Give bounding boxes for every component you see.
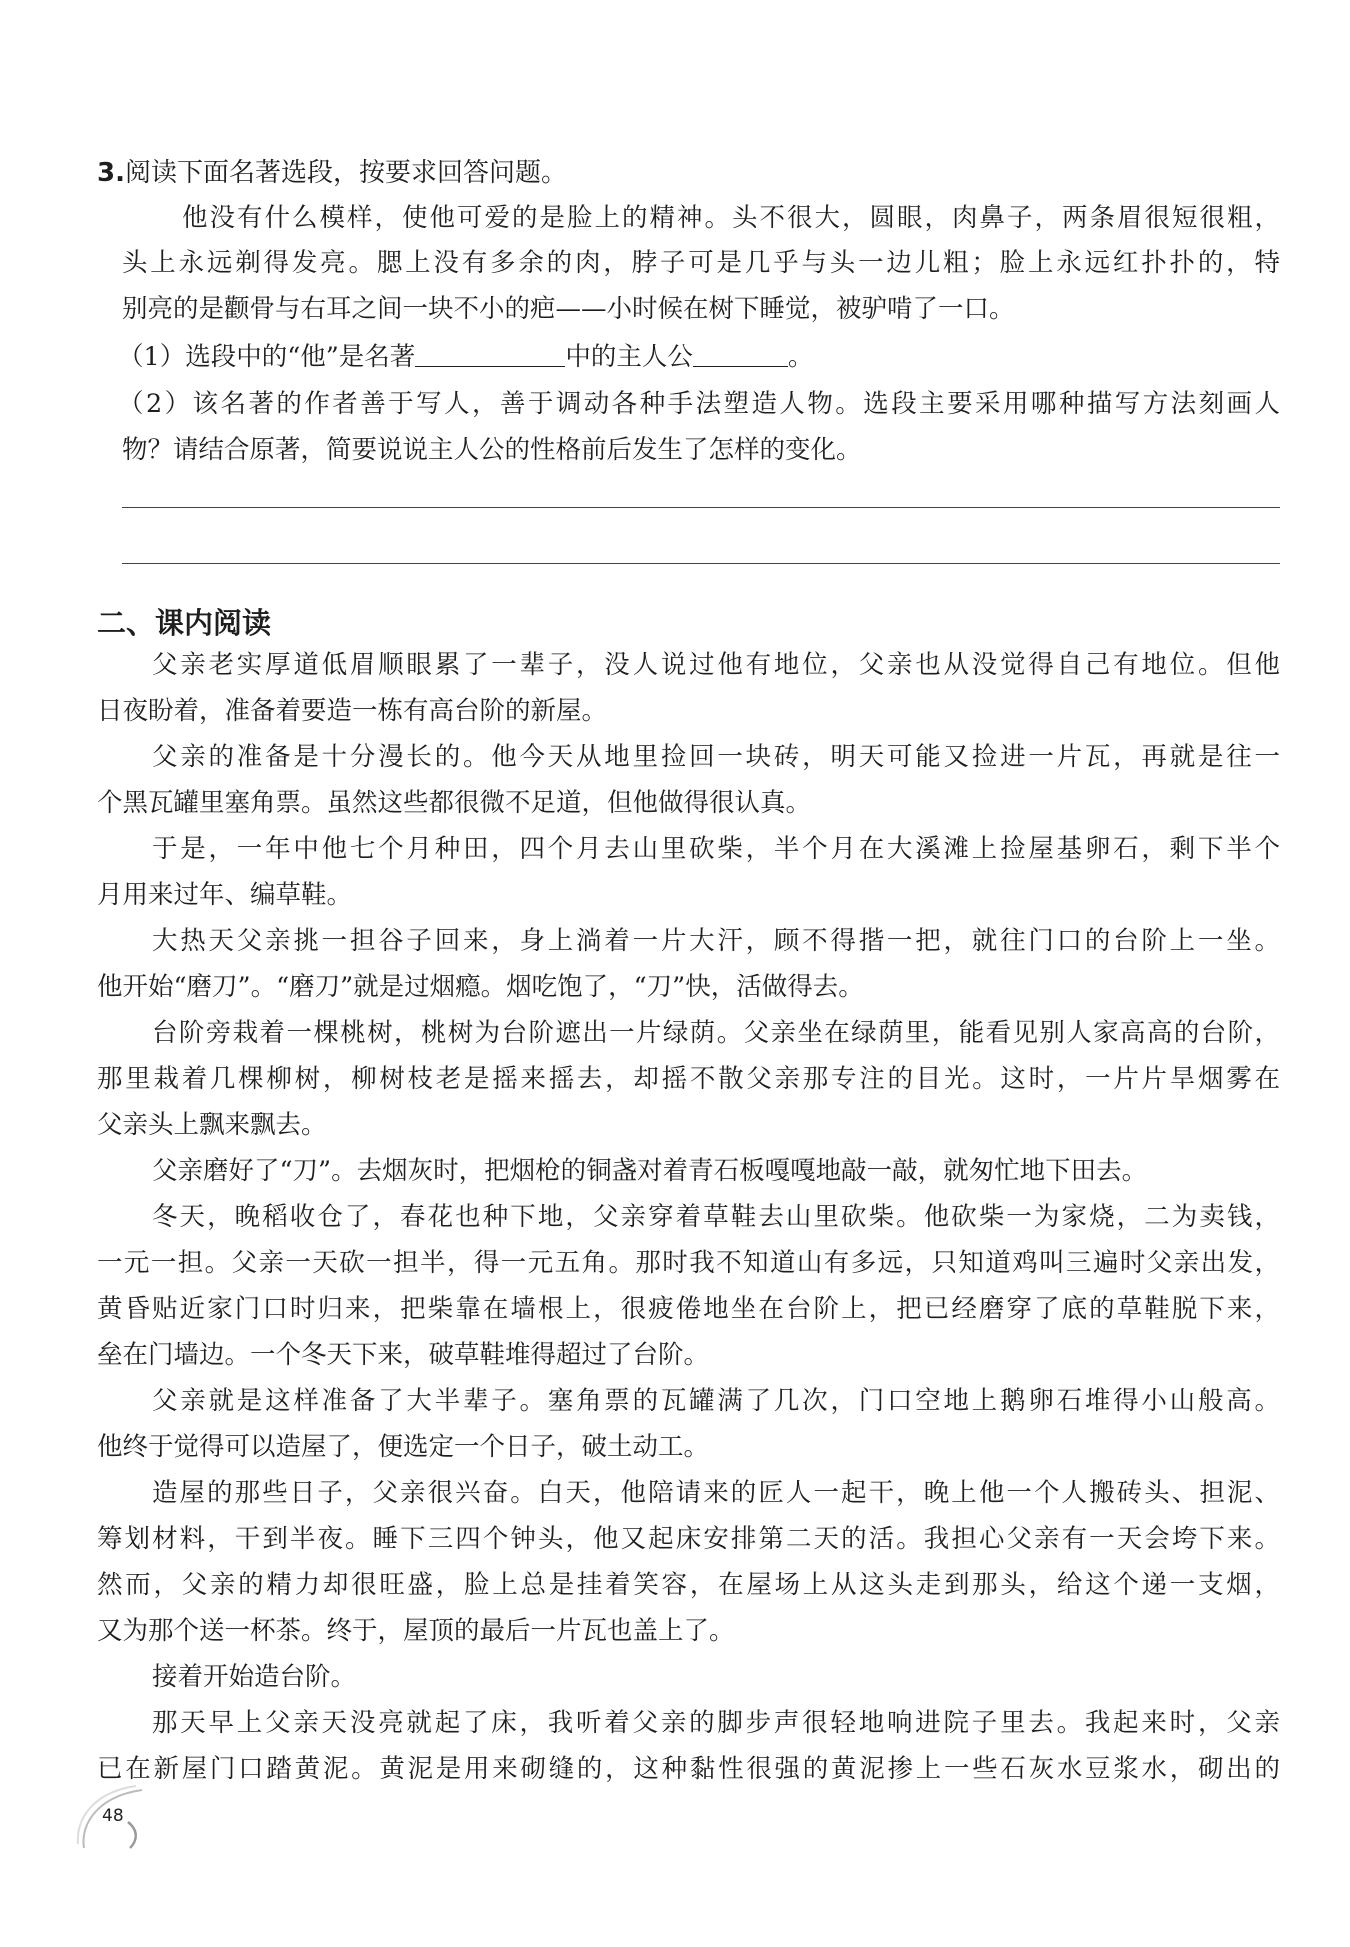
book-title-blank[interactable] xyxy=(415,340,565,367)
passage-line: 垒在门墙边。一个冬天下来，破草鞋堆得超过了台阶。 xyxy=(97,1340,710,1370)
passage-line: 又为那个送一杯茶。终于，屋顶的最后一片瓦也盖上了。 xyxy=(97,1616,735,1646)
passage-line: 然而，父亲的精力却很旺盛，脸上总是挂着笑容，在屋场上从这头走到那头，给这个递一支烟， xyxy=(97,1570,1280,1600)
question-prompt: 阅读下面名著选段，按要求回答问题。 xyxy=(124,158,567,188)
passage-line: 一元一担。父亲一天砍一担半，得一元五角。那时我不知道山有多远，只知道鸡叫三遍时父亲出发， xyxy=(97,1248,1280,1278)
passage-line: 父亲就是这样准备了大半辈子。塞角票的瓦罐满了几次，门口空地上鹅卵石堆得小山般高。 xyxy=(152,1386,1280,1416)
excerpt-line: 头上永远剃得发亮。腮上没有多余的肉，脖子可是几乎与头一边儿粗；脸上永远红扑扑的，特 xyxy=(122,248,1280,278)
passage-line: 台阶旁栽着一棵桃树，桃树为台阶遮出一片绿荫。父亲坐在绿荫里，能看见别人家高高的台阶， xyxy=(152,1018,1280,1048)
passage-line: 接着开始造台阶。 xyxy=(152,1662,357,1692)
question-3-title xyxy=(97,155,567,191)
passage-line: 那天早上父亲天没亮就起了床，我听着父亲的脚步声很轻地响进院子里去。我起来时，父亲 xyxy=(152,1708,1280,1738)
answer-line[interactable] xyxy=(122,507,1280,508)
question-number: 3. xyxy=(97,158,125,188)
passage-line: 父亲老实厚道低眉顺眼累了一辈子，没人说过他有地位，父亲也从没觉得自己有地位。但他 xyxy=(152,650,1280,680)
protagonist-blank[interactable] xyxy=(693,340,788,367)
answer-line[interactable] xyxy=(122,563,1280,564)
passage-line: 父亲磨好了“刀”。去烟灰时，把烟枪的铜盏对着青石板嘎嘎地敲一敲，就匆忙地下田去。 xyxy=(152,1156,1148,1186)
passage-line: 造屋的那些日子，父亲很兴奋。白天，他陪请来的匠人一起干，晚上他一个人搬砖头、担泥、 xyxy=(152,1478,1280,1508)
passage-line: 大热天父亲挑一担谷子回来，身上淌着一片大汗，顾不得揩一把，就往门口的台阶上一坐。 xyxy=(152,926,1280,956)
passage-line: 冬天，晚稻收仓了，春花也种下地，父亲穿着草鞋去山里砍柴。他砍柴一为家烧，二为卖钱， xyxy=(152,1202,1280,1232)
passage-line: 日夜盼着，准备着要造一栋有高台阶的新屋。 xyxy=(97,696,608,726)
excerpt-line: 他没有什么模样，使他可爱的是脸上的精神。头不很大，圆眼，肉鼻子，两条眉很短很粗， xyxy=(182,203,1280,233)
page-number-badge xyxy=(72,1782,152,1852)
subquestion-2-line: 物？请结合原著，简要说说主人公的性格前后发生了怎样的变化。 xyxy=(122,435,862,465)
excerpt-line: 别亮的是颧骨与右耳之间一块不小的疤——小时候在树下睡觉，被驴啃了一口。 xyxy=(122,294,1015,324)
passage-line: 那里栽着几棵柳树，柳树枝老是摇来摇去，却摇不散父亲那专注的目光。这时，一片片旱烟雾在 xyxy=(97,1064,1280,1094)
passage-line: 父亲的准备是十分漫长的。他今天从地里捡回一块砖，明天可能又捡进一片瓦，再就是往一 xyxy=(152,742,1280,772)
passage-line: 他终于觉得可以造屋了，便选定一个日子，破土动工。 xyxy=(97,1432,710,1462)
passage-line: 他开始“磨刀”。“磨刀”就是过烟瘾。烟吃饱了，“刀”快，活做得去。 xyxy=(97,972,864,1002)
passage-line: 月用来过年、编草鞋。 xyxy=(97,880,353,910)
passage-line: 父亲头上飘来飘去。 xyxy=(97,1110,327,1140)
passage-line: 筹划材料，干到半夜。睡下三四个钟头，他又起床安排第二天的活。我担心父亲有一天会垮下来。 xyxy=(97,1524,1280,1554)
subquestion-1-text-b: 中的主人公 xyxy=(565,342,693,372)
subquestion-1 xyxy=(118,340,813,374)
passage-line: 已在新屋门口踏黄泥。黄泥是用来砌缝的，这种黏性很强的黄泥掺上一些石灰水豆浆水，砌出的 xyxy=(97,1754,1280,1784)
subquestion-1-text-a: （1）选段中的“他”是名著 xyxy=(118,342,416,372)
passage-line: 黄昏贴近家门口时归来，把柴靠在墙根上，很疲倦地坐在台阶上，把已经磨穿了底的草鞋脱下来， xyxy=(97,1294,1280,1324)
passage-line: 个黑瓦罐里塞角票。虽然这些都很微不足道，但他做得很认真。 xyxy=(97,788,812,818)
section-title: 二、课内阅读 xyxy=(97,606,272,640)
page-number: 48 xyxy=(102,1806,124,1826)
subquestion-1-text-c: 。 xyxy=(787,342,814,372)
subquestion-2-line: （2）该名著的作者善于写人，善于调动各种手法塑造人物。选段主要采用哪种描写方法刻画人 xyxy=(118,389,1280,419)
passage-line: 于是，一年中他七个月种田，四个月去山里砍柴，半个月在大溪滩上捡屋基卵石，剩下半个 xyxy=(152,834,1280,864)
